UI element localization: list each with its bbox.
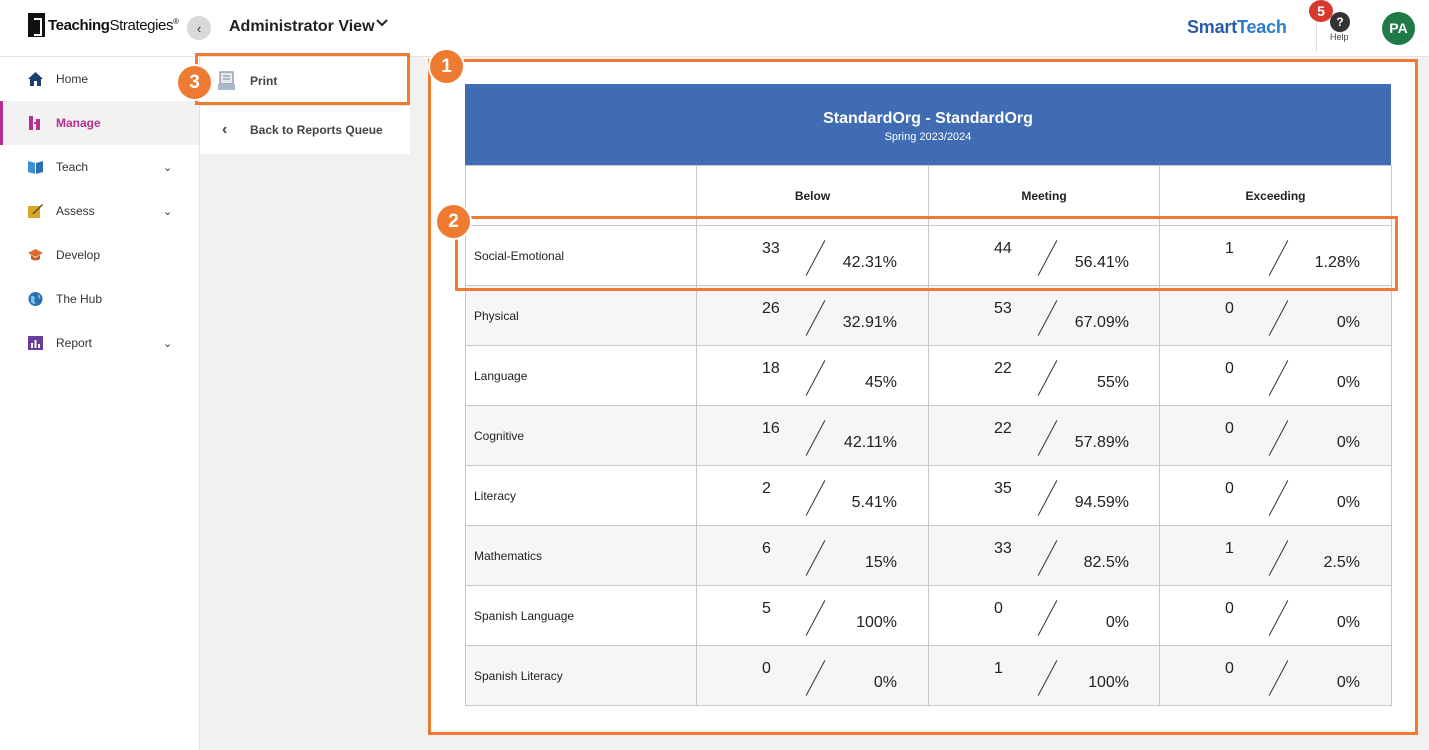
count-value: 18 [762,360,780,377]
column-header-below: Below [697,166,929,226]
percent-value: 0% [1336,674,1360,691]
sidebar-item-report[interactable] [0,321,199,365]
count-value: 0 [1225,420,1234,437]
count-value: 53 [994,300,1012,317]
domain-area-label: Social-Emotional [466,226,697,286]
sidebar-item-home[interactable] [0,57,199,101]
percent-value: 57.89% [1074,434,1129,451]
book-icon [27,159,44,175]
view-title[interactable]: Administrator View [229,18,375,35]
column-header-meeting: Meeting [929,166,1160,226]
sidebar-item-teach[interactable] [0,145,199,189]
count-value: 0 [1225,360,1234,377]
count-value: 16 [762,420,780,437]
count-value: 22 [994,420,1012,437]
chevron-down-icon: ⌄ [163,205,173,218]
annotation-box-report [428,59,1418,735]
count-value: 2 [762,480,771,497]
count-value: 0 [1225,480,1234,497]
collapse-sidebar-button[interactable] [187,16,211,40]
report-subtitle: Spring 2023/2024 [884,131,972,143]
count-value: 1 [1225,540,1234,557]
notification-badge[interactable]: 5 [1309,0,1333,22]
percent-value: 0% [1336,314,1360,331]
report-options-panel [200,57,422,750]
logo-mark-icon [28,13,45,37]
count-value: 5 [762,600,771,617]
count-value: 44 [994,240,1012,257]
sidebar-item-label: Develop [56,248,101,262]
count-value: 0 [1225,600,1234,617]
count-value: 1 [994,660,1003,677]
chevron-down-icon[interactable] [375,15,389,31]
teaching-strategies-logo[interactable] [28,13,179,37]
count-value: 0 [994,600,1003,617]
percent-value: 100% [1088,674,1129,691]
percent-value: 0% [873,674,897,691]
graduation-cap-icon [27,247,44,263]
domain-area-label: Spanish Language [466,586,697,646]
sidebar-item-label: Teach [56,160,89,174]
percent-value: 0% [1336,614,1360,631]
percent-value: 32.91% [842,314,897,331]
count-value: 0 [762,660,771,677]
annotation-box-row [455,216,1398,291]
percent-value: 94.59% [1074,494,1129,511]
manage-icon [27,115,44,131]
smartteach-brand: SmartTeach [1187,17,1287,37]
sidebar-item-label: Report [56,336,93,350]
print-label: Print [250,74,278,88]
percent-value: 0% [1336,494,1360,511]
callout-badge-1: 1 [430,50,463,83]
percent-value: 67.09% [1074,314,1129,331]
chevron-left-icon: ‹ [222,121,228,138]
assess-icon [27,203,44,219]
globe-icon [27,291,44,307]
percent-value: 42.31% [842,254,897,271]
count-value: 1 [1225,240,1234,257]
percent-value: 2.5% [1323,554,1360,571]
sidebar-item-label: Assess [56,204,95,218]
chevron-down-icon: ⌄ [163,161,173,174]
sidebar-item-assess[interactable] [0,189,199,233]
callout-badge-3: 3 [178,66,211,99]
help-icon[interactable]: ? [1330,12,1350,32]
percent-value: 82.5% [1083,554,1129,571]
count-value: 35 [994,480,1012,497]
annotation-box-print [195,53,410,105]
percent-value: 45% [864,374,897,391]
percent-value: 0% [1336,374,1360,391]
count-value: 0 [1225,300,1234,317]
bar-chart-icon [27,335,44,351]
domain-area-label: Cognitive [466,406,697,466]
sidebar-item-manage[interactable] [0,101,199,145]
count-value: 26 [762,300,780,317]
count-value: 22 [994,360,1012,377]
domain-area-label: Literacy [466,466,697,526]
count-value: 6 [762,540,771,557]
back-to-reports-queue-link[interactable] [200,106,410,154]
sidebar-item-the-hub[interactable] [0,277,199,321]
chevron-left-icon: ‹ [196,20,202,36]
sidebar-item-label: The Hub [56,292,103,306]
callout-badge-2: 2 [437,205,470,238]
sidebar [0,57,200,750]
domain-area-label: Physical [466,286,697,346]
chevron-down-icon: ⌄ [163,337,173,350]
sidebar-item-develop[interactable] [0,233,199,277]
home-icon [27,71,44,87]
column-header-exceeding: Exceeding [1160,166,1392,226]
back-label: Back to Reports Queue [250,123,383,137]
domain-area-label: Mathematics [466,526,697,586]
help-label[interactable]: Help [1330,32,1349,42]
percent-value: 56.41% [1074,254,1129,271]
domain-area-label: Language [466,346,697,406]
top-bar [0,0,1429,57]
report-title: StandardOrg - StandardOrg [823,110,1033,127]
percent-value: 0% [1105,614,1129,631]
percent-value: 55% [1096,374,1129,391]
percent-value: 5.41% [851,494,897,511]
percent-value: 15% [864,554,897,571]
sidebar-item-label: Home [56,72,89,86]
count-value: 33 [762,240,780,257]
count-value: 33 [994,540,1012,557]
avatar[interactable]: PA [1382,12,1415,45]
sidebar-item-label: Manage [56,116,101,130]
percent-value: 100% [856,614,897,631]
percent-value: 42.11% [843,434,897,451]
percent-value: 1.28% [1314,254,1360,271]
domain-area-label: Spanish Literacy [466,646,697,706]
count-value: 0 [1225,660,1234,677]
percent-value: 0% [1336,434,1360,451]
logo-text: TeachingStrategies® [48,16,179,34]
